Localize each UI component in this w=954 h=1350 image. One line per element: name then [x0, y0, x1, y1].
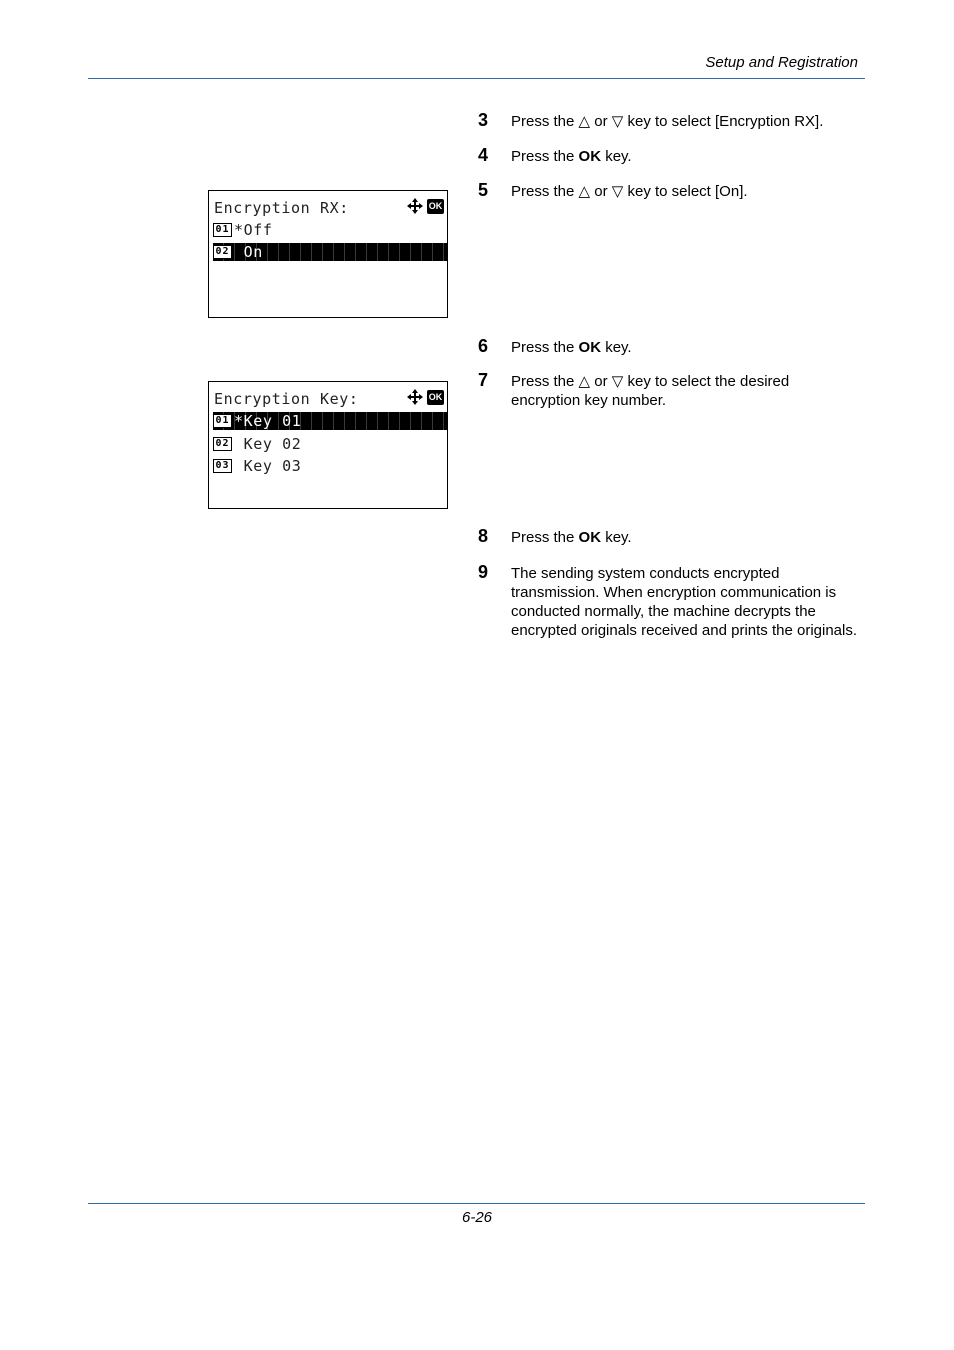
down-triangle-icon: ▽: [611, 113, 624, 130]
step-text: Press the OK key.: [511, 529, 632, 546]
lcd-row-on-selected: [213, 243, 447, 261]
step-number: 5: [478, 180, 489, 200]
header-title: Setup and Registration: [705, 54, 858, 71]
step-number: 7: [478, 370, 489, 390]
lcd-icons: [406, 389, 444, 405]
down-triangle-icon: ▽: [611, 183, 624, 200]
lcd-title: Encryption RX:: [214, 199, 349, 217]
step-text: Press the OK key.: [511, 148, 632, 165]
lcd-row-label: On: [234, 243, 263, 261]
up-triangle-icon: △: [578, 113, 591, 130]
step-text: The sending system conducts encrypted transmission. When encryption communication is conducted normally, the machine decrypts the encrypted originals received and prints the originals.: [511, 565, 858, 639]
number-key-icon: 01: [213, 223, 232, 237]
footer-rule: [88, 1203, 865, 1204]
number-key-icon: 02: [213, 245, 232, 259]
lcd-title: Encryption Key:: [214, 390, 359, 408]
step-text: Press the △ or ▽ key to select [Encryption RX].: [511, 113, 824, 130]
lcd-row-off: [213, 221, 447, 239]
header-rule: [88, 78, 865, 79]
step-text: Press the △ or ▽ key to select the desired encryption key number.: [511, 373, 790, 409]
lcd-screen-encryption-rx: [208, 190, 448, 318]
number-key-icon: 02: [213, 437, 232, 451]
lcd-row-label: *Off: [234, 221, 273, 239]
lcd-screen-encryption-key: [208, 381, 448, 509]
lcd-row-label: Key 02: [234, 435, 302, 453]
lcd-row-label: Key 03: [234, 457, 302, 475]
ok-icon: OK: [427, 390, 444, 405]
up-triangle-icon: △: [578, 373, 591, 390]
step-number: 9: [478, 562, 489, 582]
step-number: 8: [478, 526, 489, 546]
lcd-icons: [406, 198, 444, 214]
down-triangle-icon: ▽: [611, 373, 624, 390]
ok-icon: OK: [427, 199, 444, 214]
number-key-icon: 01: [213, 414, 232, 428]
step-number: 6: [478, 336, 489, 356]
step-number: 3: [478, 110, 489, 130]
lcd-row-key01-selected: [213, 412, 447, 430]
lcd-row-key03: [213, 457, 447, 475]
lcd-row-key02: [213, 435, 447, 453]
step-number: 4: [478, 145, 489, 165]
up-triangle-icon: △: [578, 183, 591, 200]
number-key-icon: 03: [213, 459, 232, 473]
lcd-row-label: *Key 01: [234, 412, 302, 430]
step-text: Press the OK key.: [511, 339, 632, 356]
step-text: Press the △ or ▽ key to select [On].: [511, 183, 748, 200]
four-way-arrow-icon: [406, 198, 424, 214]
four-way-arrow-icon: [406, 389, 424, 405]
page-number: 6-26: [461, 1209, 493, 1226]
